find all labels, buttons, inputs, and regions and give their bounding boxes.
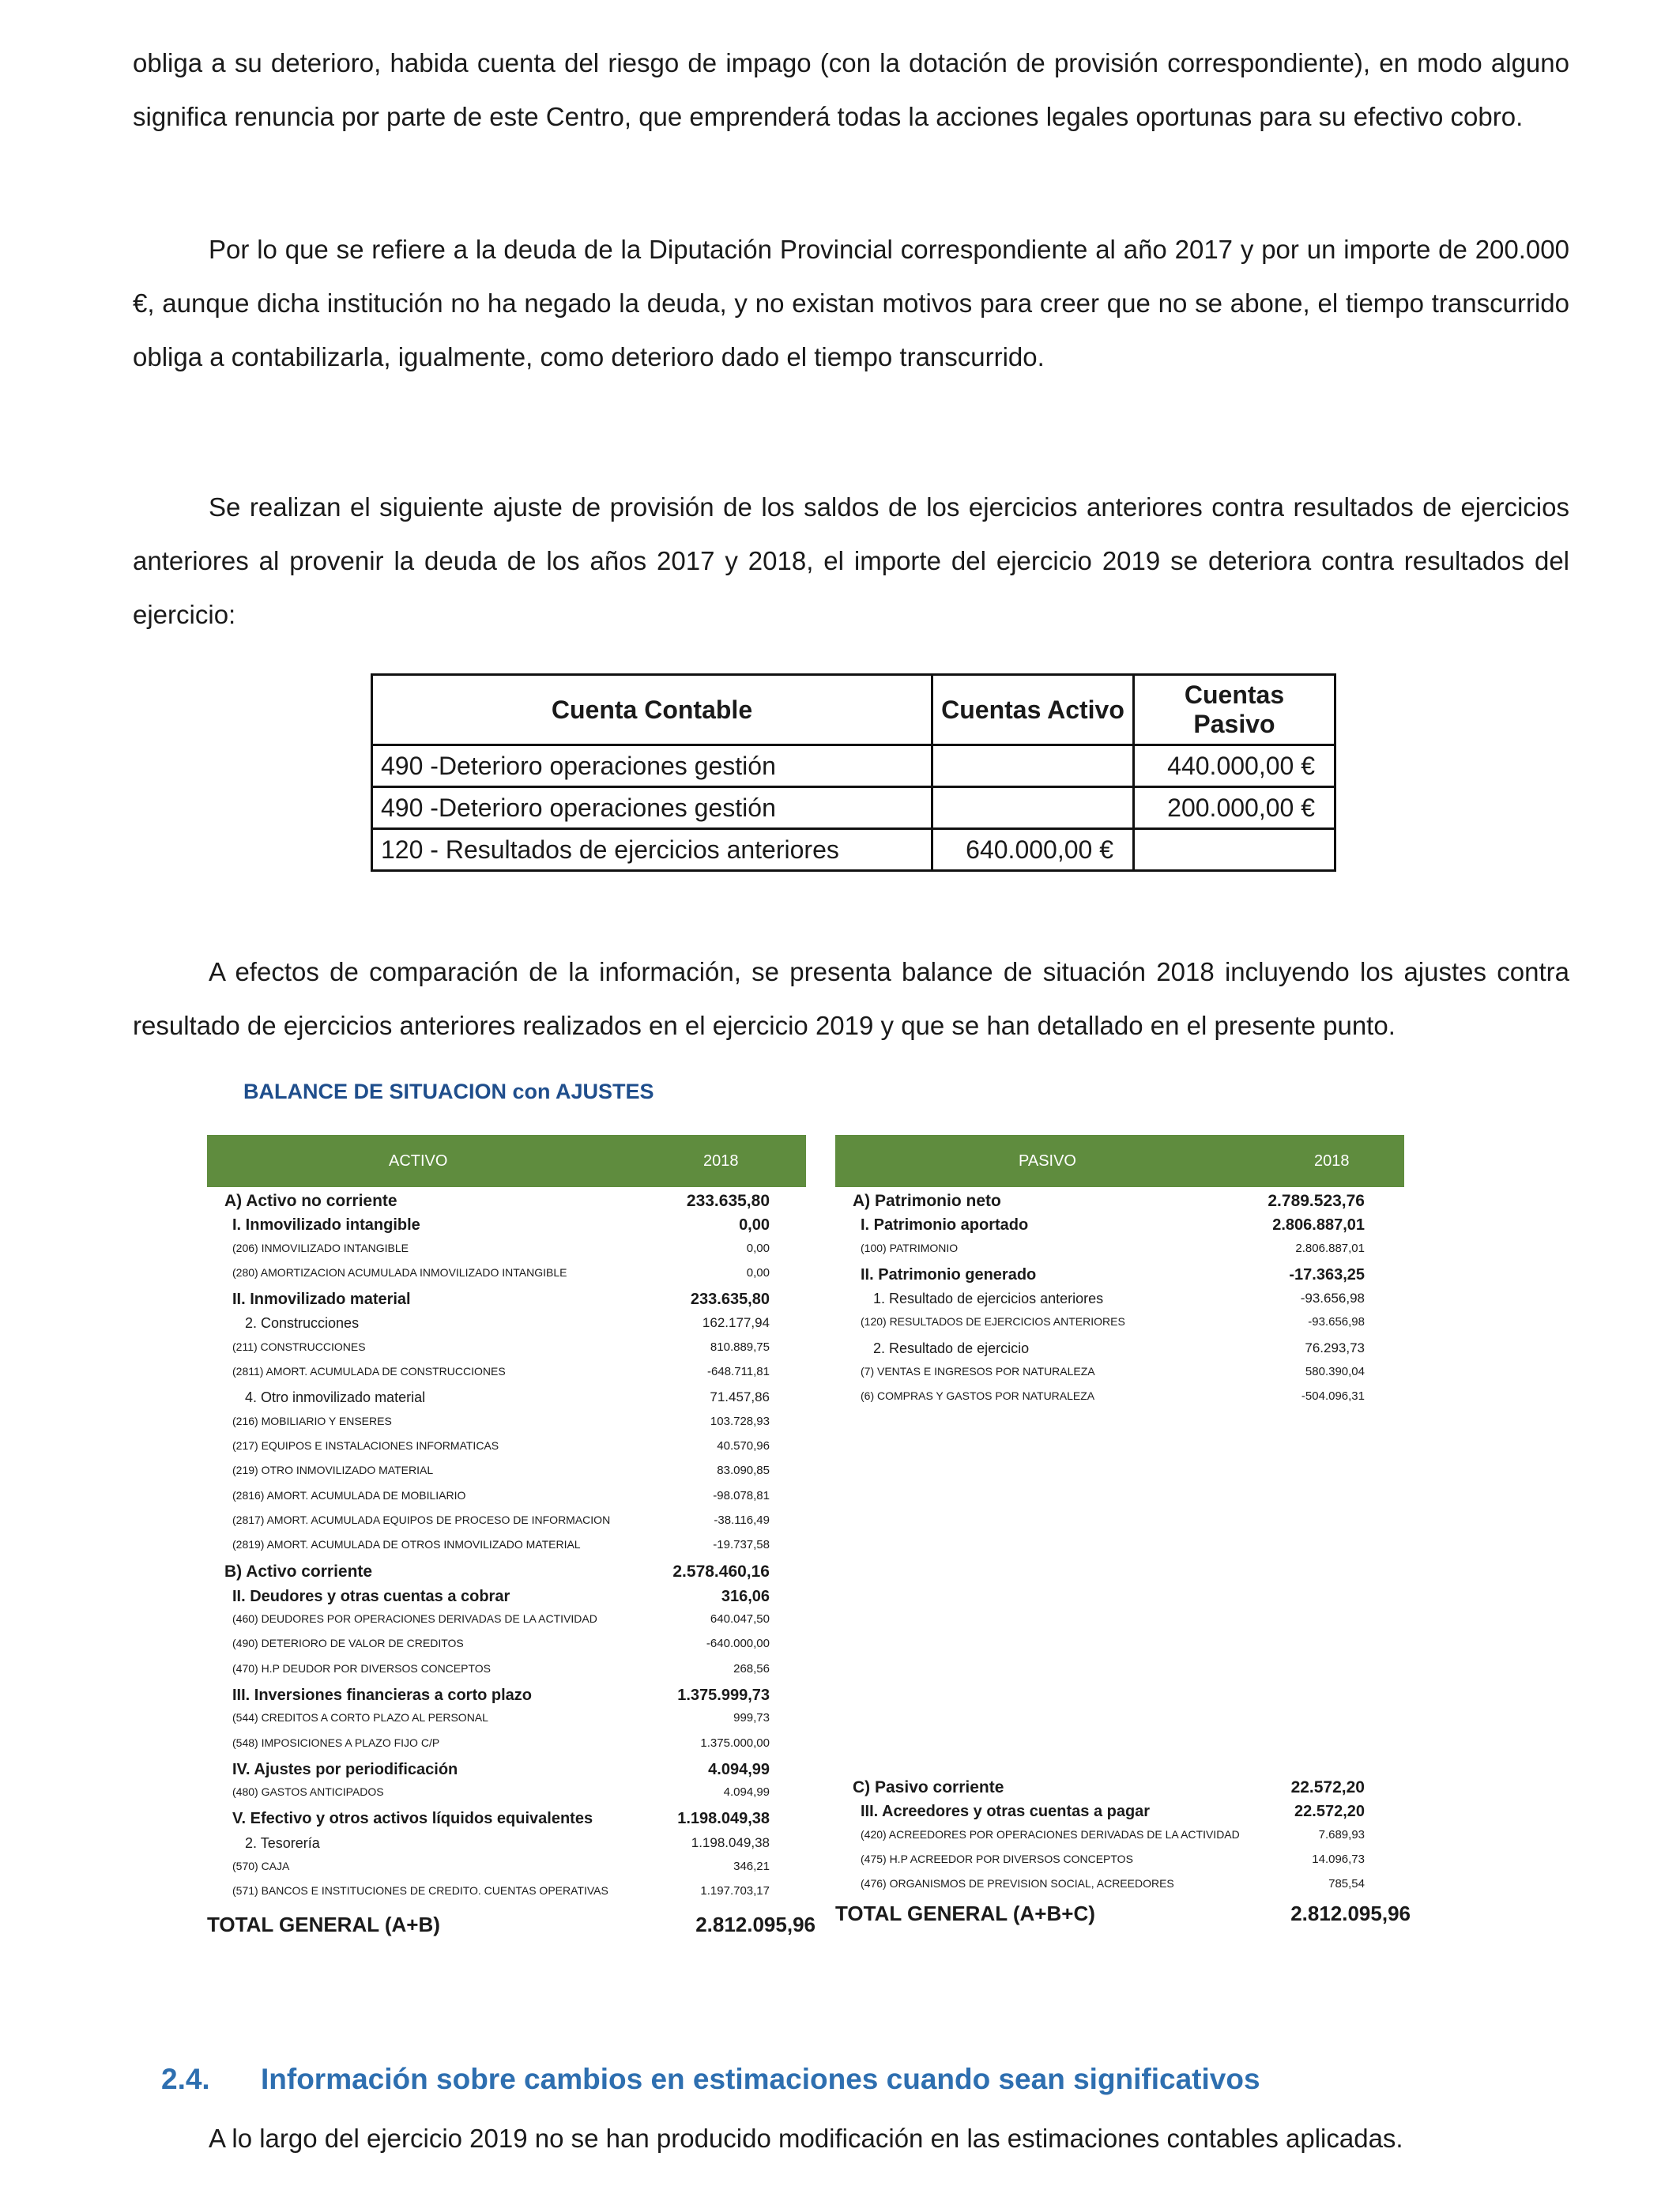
activo-header [207, 1135, 806, 1187]
balance-row-value: 640.047,50 [710, 1612, 770, 1627]
balance-row-value: 22.572,20 [1294, 1803, 1365, 1821]
balance-row [835, 1340, 1404, 1365]
paragraph-adjustment-intro: Se realizan el siguiente ajuste de provisión de los saldos de los ejercicios anteriores contra resultados de ejercicios anteriores al provenir la deuda de los años 2017 y 2018, el importe del ejercicio 2019 se deteriora contra resultados del ejercicio: [133, 492, 1569, 629]
cell-activo: 640.000,00 € [932, 829, 1134, 871]
cell-pasivo [1134, 829, 1335, 871]
balance-row-label: (219) OTRO INMOVILIZADO MATERIAL [232, 1464, 434, 1477]
balance-row-label: (2819) AMORT. ACUMULADA DE OTROS INMOVILIZADO MATERIAL [232, 1538, 581, 1551]
balance-row-value: 4.094,99 [708, 1760, 770, 1778]
balance-row [207, 1340, 806, 1365]
balance-row [835, 1266, 1404, 1291]
balance-row-value: 0,00 [746, 1241, 770, 1255]
pasivo-header-year: 2018 [1314, 1152, 1350, 1170]
balance-row [207, 1736, 806, 1761]
balance-row [207, 1464, 806, 1488]
balance-row-label: V. Efectivo y otros activos líquidos equivalentes [232, 1810, 593, 1828]
balance-row-value: 162.177,94 [702, 1315, 770, 1331]
balance-row-value: 268,56 [733, 1661, 770, 1676]
balance-row-label: (217) EQUIPOS E INSTALACIONES INFORMATICAS [232, 1438, 499, 1452]
activo-total-label: TOTAL GENERAL (A+B) [207, 1912, 440, 1936]
col-cuenta-contable: Cuenta Contable [372, 675, 932, 745]
balance-row-label: 2. Tesorería [245, 1834, 320, 1851]
balance-row-label: (6) COMPRAS Y GASTOS POR NATURALEZA [861, 1389, 1095, 1403]
balance-row-value: 103.728,93 [710, 1414, 770, 1428]
balance-row-value: 2.806.887,01 [1272, 1216, 1365, 1235]
balance-row-label: I. Patrimonio aportado [861, 1216, 1029, 1235]
balance-row-label: III. Acreedores y otras cuentas a pagar [861, 1803, 1151, 1821]
activo-header-label: ACTIVO [389, 1152, 448, 1170]
balance-row-label: 2. Resultado de ejercicio [873, 1340, 1030, 1356]
balance-row-value: -17.363,25 [1289, 1265, 1365, 1284]
activo-total-row [207, 1912, 816, 1944]
balance-row-label: (470) H.P DEUDOR POR DIVERSOS CONCEPTOS [232, 1661, 491, 1675]
balance-row-value: 2.806.887,01 [1295, 1241, 1365, 1255]
balance-row-label: IV. Ajustes por periodificación [232, 1760, 458, 1778]
adjustment-table-header [372, 675, 1335, 745]
balance-row-value: 1.197.703,17 [700, 1884, 770, 1898]
balance-row-label: (475) H.P ACREEDOR POR DIVERSOS CONCEPTOS [861, 1852, 1133, 1865]
balance-row [835, 1803, 1404, 1827]
balance-row [835, 1242, 1404, 1266]
balance-row-value: 7.689,93 [1318, 1827, 1365, 1842]
balance-row [207, 1514, 806, 1538]
balance-row-value: 1.375.999,73 [677, 1686, 770, 1704]
balance-row-label: (216) MOBILIARIO Y ENSERES [232, 1414, 392, 1427]
activo-total-value: 2.812.095,96 [695, 1912, 816, 1936]
balance-row [207, 1266, 806, 1291]
balance-row-value: 1.198.049,38 [677, 1810, 770, 1828]
cell-account: 490 -Deterioro operaciones gestión [372, 745, 932, 787]
balance-row-value: 810.889,75 [710, 1340, 770, 1354]
balance-row [207, 1415, 806, 1439]
balance-row-label: 4. Otro inmovilizado material [245, 1389, 426, 1406]
balance-row [207, 1810, 806, 1834]
balance-row-label: (570) CAJA [232, 1860, 290, 1873]
balance-row-value: -648.711,81 [707, 1365, 770, 1379]
activo-header-year: 2018 [703, 1152, 739, 1170]
balance-row [207, 1612, 806, 1637]
balance-row [207, 1588, 806, 1612]
balance-row-label: (120) RESULTADOS DE EJERCICIOS ANTERIORES [861, 1315, 1125, 1329]
balance-row-value: 316,06 [721, 1587, 770, 1605]
balance-row [207, 1439, 806, 1464]
balance-row-label: (544) CREDITOS A CORTO PLAZO AL PERSONAL [232, 1711, 488, 1725]
balance-row-label: C) Pasivo corriente [853, 1778, 1004, 1796]
cell-pasivo: 440.000,00 € [1134, 745, 1335, 787]
table-row [372, 829, 1335, 871]
balance-activo [207, 1135, 816, 1944]
balance-row-label: III. Inversiones financieras a corto plazo [232, 1686, 533, 1704]
balance-row-label: A) Activo no corriente [224, 1192, 397, 1210]
balance-row-label: 2. Construcciones [245, 1315, 360, 1332]
balance-row-value: 346,21 [733, 1860, 770, 1874]
balance-row-value: 2.578.460,16 [672, 1563, 770, 1581]
balance-row-label: I. Inmovilizado intangible [232, 1216, 420, 1235]
balance-row-label: (460) DEUDORES POR OPERACIONES DERIVADAS DE LA ACTIVIDAD [232, 1612, 597, 1626]
pasivo-rows [835, 1192, 1404, 1415]
balance-row-label: (2811) AMORT. ACUMULADA DE CONSTRUCCIONES [232, 1365, 506, 1378]
cell-pasivo: 200.000,00 € [1134, 787, 1335, 829]
table-row [372, 787, 1335, 829]
balance-row-label: B) Activo corriente [224, 1563, 373, 1581]
balance-row [207, 1389, 806, 1414]
col-cuentas-activo: Cuentas Activo [932, 675, 1134, 745]
balance-row-value: 83.090,85 [717, 1464, 770, 1478]
balance-row-label: (420) ACREEDORES POR OPERACIONES DERIVADAS DE LA ACTIVIDAD [861, 1827, 1240, 1841]
balance-row [835, 1315, 1404, 1340]
balance-row [835, 1778, 1404, 1803]
balance-row [835, 1192, 1404, 1216]
balance-row [207, 1538, 806, 1563]
balance-row [207, 1662, 806, 1687]
balance-row-value: 71.457,86 [710, 1389, 770, 1405]
balance-row-label: (2816) AMORT. ACUMULADA DE MOBILIARIO [232, 1488, 466, 1502]
balance-row-value: 0,00 [739, 1216, 770, 1235]
balance-row-label: (490) DETERIORO DE VALOR DE CREDITOS [232, 1637, 464, 1650]
pasivo-header [835, 1135, 1404, 1187]
paragraph-comparison: A efectos de comparación de la información, se presenta balance de situación 2018 incluyendo los ajustes contra resultado de ejercicios anteriores realizados en el ejercicio 2019 y que se han detallado en el presente punto. [133, 957, 1569, 1040]
balance-row [207, 1687, 806, 1711]
balance-row-value: -504.096,31 [1301, 1389, 1365, 1404]
balance-row [207, 1365, 806, 1389]
balance-row [207, 1860, 806, 1884]
paragraph-estimations: A lo largo del ejercicio 2019 no se han producido modificación en las estimaciones contables aplicadas. [209, 2124, 1403, 2153]
section-title: Información sobre cambios en estimaciones cuando sean significativos [261, 2063, 1260, 2095]
balance-title: BALANCE DE SITUACION con AJUSTES [243, 1080, 654, 1103]
balance-row-label: II. Inmovilizado material [232, 1291, 411, 1309]
cell-activo [932, 745, 1134, 787]
balance-row [207, 1489, 806, 1514]
col-cuentas-pasivo: Cuentas Pasivo [1134, 675, 1335, 745]
balance-row-value: -640.000,00 [706, 1637, 770, 1651]
pasivo-header-label: PASIVO [1019, 1152, 1076, 1170]
balance-row-label: (100) PATRIMONIO [861, 1241, 959, 1254]
balance-row-label: 1. Resultado de ejercicios anteriores [873, 1291, 1104, 1307]
balance-row-value: 76.293,73 [1305, 1340, 1365, 1355]
balance-row [835, 1828, 1404, 1853]
pasivo-total-value: 2.812.095,96 [1290, 1902, 1411, 1925]
balance-row-label: (571) BANCOS E INSTITUCIONES DE CREDITO. CUENTAS OPERATIVAS [232, 1884, 608, 1898]
balance-row [835, 1877, 1404, 1902]
balance-row-label: II. Patrimonio generado [861, 1265, 1037, 1284]
section-number: 2.4. [161, 2063, 210, 2095]
adjustment-table [371, 673, 1336, 872]
balance-row-label: (211) CONSTRUCCIONES [232, 1340, 366, 1353]
balance-row-label: II. Deudores y otras cuentas a cobrar [232, 1587, 510, 1605]
cell-account: 490 -Deterioro operaciones gestión [372, 787, 932, 829]
balance-row [207, 1315, 806, 1340]
pasivo-total-label: TOTAL GENERAL (A+B+C) [835, 1902, 1095, 1925]
table-row [372, 745, 1335, 787]
paragraph-diputacion-debt: Por lo que se refiere a la deuda de la Diputación Provincial correspondiente al año 2017 y por un importe de 200.000 €, aunque dicha institución no ha negado la deuda, y no existan motivos para creer que no se abone, el tiempo transcurrido obliga a contabilizarla, igualmente, como deterioro dado el tiempo transcurrido. [133, 235, 1569, 371]
balance-row-label: (480) GASTOS ANTICIPADOS [232, 1785, 384, 1799]
balance-row [207, 1192, 806, 1216]
balance-row [207, 1785, 806, 1810]
balance-row [207, 1761, 806, 1785]
balance-row [207, 1637, 806, 1661]
balance-row-label: (206) INMOVILIZADO INTANGIBLE [232, 1241, 409, 1254]
balance-row-value: 2.789.523,76 [1268, 1192, 1365, 1210]
balance-row-value: 999,73 [733, 1711, 770, 1725]
balance-row-value: -93.656,98 [1308, 1315, 1365, 1329]
balance-row-value: -93.656,98 [1300, 1291, 1365, 1306]
cell-account: 120 - Resultados de ejercicios anteriores [372, 829, 932, 871]
activo-rows [207, 1192, 806, 1909]
balance-row-label: (280) AMORTIZACION ACUMULADA INMOVILIZADO INTANGIBLE [232, 1265, 567, 1279]
balance-row-value: 785,54 [1328, 1877, 1365, 1891]
balance-row [835, 1291, 1404, 1315]
balance-row-value: 22.572,20 [1290, 1778, 1365, 1796]
balance-row-label: (7) VENTAS E INGRESOS POR NATURALEZA [861, 1365, 1095, 1378]
balance-row-label: (2817) AMORT. ACUMULADA EQUIPOS DE PROCESO DE INFORMACION [232, 1513, 611, 1526]
balance-row-value: 233.635,80 [686, 1192, 770, 1210]
balance-row-label: (548) IMPOSICIONES A PLAZO FIJO C/P [232, 1736, 440, 1749]
balance-row-value: 40.570,96 [717, 1438, 770, 1453]
paragraph-continuation: obliga a su deterioro, habida cuenta del riesgo de impago (con la dotación de provisión correspondiente), en modo alguno significa renuncia por parte de este Centro, que emprenderá todas la acciones legales oportunas para su efectivo cobro. [133, 48, 1569, 131]
balance-row-value: -38.116,49 [714, 1513, 770, 1527]
balance-row [207, 1563, 806, 1587]
balance-row-value: 233.635,80 [690, 1291, 770, 1309]
balance-row [835, 1216, 1404, 1241]
balance-row-value: 1.198.049,38 [691, 1834, 770, 1850]
balance-row [207, 1216, 806, 1241]
balance-row-value: 14.096,73 [1312, 1852, 1365, 1866]
balance-row-value: 0,00 [746, 1265, 770, 1280]
balance-pasivo [835, 1135, 1411, 1925]
balance-row [835, 1365, 1404, 1389]
pasivo-total-row [835, 1902, 1411, 1933]
balance-row [835, 1853, 1404, 1877]
balance-row-value: -19.737,58 [713, 1538, 770, 1552]
balance-row [835, 1389, 1404, 1414]
balance-row-value: 580.390,04 [1305, 1365, 1365, 1379]
balance-row [207, 1242, 806, 1266]
balance-row-value: -98.078,81 [713, 1488, 770, 1502]
balance-row [207, 1711, 806, 1736]
section-heading [161, 2063, 1260, 2096]
balance-row-label: (476) ORGANISMOS DE PREVISION SOCIAL, ACREEDORES [861, 1877, 1174, 1891]
pasivo-rows-c [835, 1778, 1404, 1902]
balance-row [207, 1835, 806, 1860]
cell-activo [932, 787, 1134, 829]
balance-row-value: 1.375.000,00 [700, 1736, 770, 1750]
balance-row-label: A) Patrimonio neto [853, 1192, 1001, 1210]
balance-row [207, 1884, 806, 1909]
balance-row [207, 1291, 806, 1315]
balance-row-value: 4.094,99 [723, 1785, 770, 1800]
